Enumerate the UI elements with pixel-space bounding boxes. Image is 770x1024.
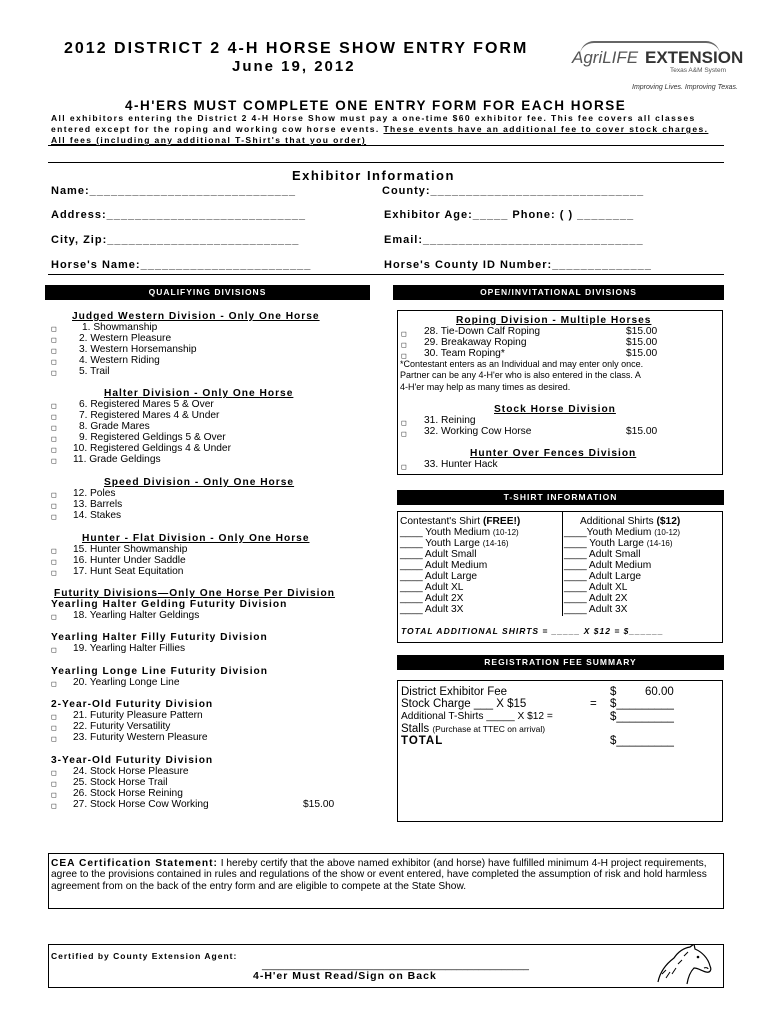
checkbox-icon[interactable]: ◻ — [401, 430, 407, 438]
division-heading: Yearling Halter Filly Futurity Division — [51, 632, 268, 643]
class-entry: 8. Grade Mares — [79, 421, 150, 432]
exhibitor-fee-label: District Exhibitor Fee — [401, 686, 508, 698]
class-entry — [398, 337, 722, 348]
horse-id-field[interactable]: Horse's County ID Number:______________ — [384, 259, 652, 271]
checkbox-icon[interactable]: ◻ — [51, 681, 57, 688]
class-fee: $15.00 — [626, 348, 658, 360]
class-label: 32. Working Cow Horse — [424, 425, 532, 437]
checkbox-icon[interactable]: ◻ — [51, 326, 57, 333]
checkbox-icon[interactable]: ◻ — [51, 370, 57, 377]
address-field[interactable]: Address:____________________________ — [51, 209, 306, 221]
checkbox-icon[interactable]: ◻ — [51, 803, 57, 810]
class-entry: 9. Registered Geldings 5 & Over — [79, 432, 226, 443]
division-heading: Speed Division - Only One Horse — [104, 477, 295, 488]
class-entry: 2. Western Pleasure — [79, 333, 172, 344]
shirt-size-option[interactable] — [564, 593, 680, 604]
class-label: 28. Tie-Down Calf Roping — [424, 326, 541, 338]
stock-charge-value[interactable]: $_________ — [610, 698, 674, 710]
class-entry: 11. Grade Geldings — [73, 454, 161, 465]
class-entry: 23. Futurity Western Pleasure — [73, 732, 208, 743]
class-label: 29. Breakaway Roping — [424, 337, 527, 349]
total-value[interactable]: $_________ — [610, 735, 674, 747]
class-entry: 10. Registered Geldings 4 & Under — [73, 443, 231, 454]
shirt-size-range: (14-16) — [482, 539, 509, 548]
checkbox-icon[interactable]: ◻ — [51, 348, 57, 355]
horse-head-icon — [652, 944, 714, 986]
hunter-fences-division-heading: Hunter Over Fences Division — [470, 448, 637, 460]
shirt-size-option[interactable] — [400, 593, 519, 604]
class-entry: 1. Showmanship — [82, 322, 158, 333]
checkbox-icon[interactable]: ◻ — [51, 425, 57, 432]
checkbox-icon[interactable]: ◻ — [401, 342, 407, 350]
checkbox-icon[interactable]: ◻ — [51, 337, 57, 344]
checkbox-icon[interactable]: ◻ — [51, 514, 57, 521]
shirt-size-label: ____ Adult Small — [400, 549, 477, 560]
name-field[interactable]: Name:_____________________________ — [51, 185, 297, 197]
shirt-size-option[interactable] — [400, 604, 519, 615]
additional-shirt-list — [564, 527, 680, 615]
shirt-size-option[interactable] — [564, 538, 680, 549]
checkbox-icon[interactable]: ◻ — [401, 419, 407, 427]
exhibitor-fee-value: 60.00 — [645, 686, 674, 698]
logo-agri: AgriLIFE — [572, 48, 639, 67]
shirt-size-option[interactable] — [564, 582, 680, 593]
class-entry: 5. Trail — [79, 366, 110, 377]
shirt-size-range: (10-12) — [654, 528, 681, 537]
logo-system: Texas A&M System — [670, 67, 726, 74]
additional-tshirts-value[interactable]: $_________ — [610, 711, 674, 723]
exhibitor-info-title: Exhibitor Information — [292, 168, 455, 183]
shirt-size-label: ____ Adult 3X — [564, 604, 628, 615]
total-label: TOTAL — [401, 735, 444, 747]
checkbox-icon[interactable]: ◻ — [401, 331, 407, 339]
checkbox-icon[interactable]: ◻ — [51, 559, 57, 566]
open-divisions-list — [398, 315, 722, 470]
tshirt-column-divider — [562, 512, 563, 616]
class-entry — [398, 326, 722, 337]
class-entry — [398, 348, 722, 359]
checkbox-icon[interactable]: ◻ — [51, 725, 57, 732]
additional-shirts-label: Additional Shirts — [580, 516, 654, 527]
shirt-size-label: ____ Adult Medium — [564, 560, 652, 571]
roping-note: 4-H'er may help as many times as desired. — [400, 381, 571, 392]
class-entry: 16. Hunter Under Saddle — [73, 555, 186, 566]
email-field[interactable]: Email:_______________________________ — [384, 234, 644, 246]
division-heading: Judged Western Division - Only One Horse — [72, 311, 320, 322]
class-entry: 12. Poles — [73, 488, 116, 499]
class-entry: 15. Hunter Showmanship — [73, 544, 188, 555]
shirt-size-range: (14-16) — [646, 539, 673, 548]
class-entry: 4. Western Riding — [79, 355, 160, 366]
shirt-size-option[interactable] — [564, 549, 680, 560]
division-heading: 2-Year-Old Futurity Division — [51, 699, 214, 710]
tshirt-info-bar: T-SHIRT INFORMATION — [397, 490, 724, 505]
shirt-size-label: ____ Adult 3X — [400, 604, 464, 615]
checkbox-icon[interactable]: ◻ — [51, 570, 57, 577]
roping-note: *Contestant enters as an Individual and may enter only once. — [400, 359, 644, 370]
class-entry: 27. Stock Horse Cow Working — [73, 799, 209, 810]
class-entry — [398, 426, 722, 437]
shirt-size-label: ____ Youth Large — [564, 538, 647, 549]
shirt-size-label: ____ Adult Medium — [400, 560, 488, 571]
checkbox-icon[interactable]: ◻ — [51, 492, 57, 499]
city-zip-field[interactable]: City, Zip:___________________________ — [51, 234, 300, 246]
shirt-size-option[interactable] — [400, 527, 519, 538]
contestant-shirt-heading — [400, 516, 520, 527]
stock-horse-division-heading: Stock Horse Division — [494, 403, 616, 415]
contestant-shirt-list — [400, 527, 519, 615]
checkbox-icon[interactable]: ◻ — [51, 458, 57, 465]
registration-fee-bar: REGISTRATION FEE SUMMARY — [397, 655, 724, 670]
shirt-size-label: ____ Adult 2X — [564, 593, 628, 604]
exhibitor-fee-dollar: $ — [610, 686, 617, 698]
read-sign-notice: 4-H'er Must Read/Sign on Back — [253, 970, 437, 982]
class-entry: 26. Stock Horse Reining — [73, 788, 183, 799]
shirt-size-label: ____ Youth Large — [400, 538, 483, 549]
division-heading: Yearling Halter Gelding Futurity Division — [51, 599, 288, 610]
shirt-size-label: ____ Adult XL — [400, 582, 464, 593]
contestant-shirt-price: (FREE!) — [482, 516, 521, 527]
additional-shirts-heading — [580, 516, 680, 527]
division-heading: 3-Year-Old Futurity Division — [51, 755, 214, 766]
checkbox-icon[interactable]: ◻ — [51, 414, 57, 421]
cea-statement — [51, 858, 721, 892]
shirt-size-option[interactable] — [564, 527, 680, 538]
class-fee: $15.00 — [303, 799, 335, 810]
tshirt-total[interactable]: TOTAL ADDITIONAL SHIRTS = _____ X $12 = $______ — [401, 626, 664, 636]
cea-statement-text: I hereby certify that the above named exhibitor (and horse) have fulfilled minimum 4-H project requirements, agree to the provisions contained in rules and regulations of the show or event entered, have completed the assumption of risk and hold harmless agreement from on the back of the entry form and are eligible to compete at the State Show. — [51, 858, 707, 892]
class-entry: 21. Futurity Pleasure Pattern — [73, 710, 203, 721]
shirt-size-option[interactable] — [564, 604, 680, 615]
class-entry: 24. Stock Horse Pleasure — [73, 766, 189, 777]
checkbox-icon[interactable]: ◻ — [401, 353, 407, 361]
checkbox-icon[interactable]: ◻ — [51, 792, 57, 799]
shirt-size-option[interactable] — [400, 571, 519, 582]
class-label: 33. Hunter Hack — [424, 459, 498, 471]
shirt-size-label: ____ Adult Large — [564, 571, 642, 582]
class-entry: 6. Registered Mares 5 & Over — [79, 399, 214, 410]
division-heading: Yearling Longe Line Futurity Division — [51, 666, 268, 677]
qualifying-divisions-bar: QUALIFYING DIVISIONS — [45, 285, 370, 300]
logo-extension: EXTENSION — [645, 48, 744, 67]
entry-instruction-text — [51, 113, 721, 146]
contestant-shirt-label: Contestant's Shirt — [400, 516, 481, 527]
divider — [48, 145, 724, 146]
stalls-row — [401, 723, 545, 735]
checkbox-icon[interactable]: ◻ — [51, 503, 57, 510]
shirt-size-option[interactable] — [400, 582, 519, 593]
open-divisions-bar: OPEN/INVITATIONAL DIVISIONS — [393, 285, 724, 300]
horse-name-field[interactable]: Horse's Name:________________________ — [51, 259, 312, 271]
checkbox-icon[interactable]: ◻ — [51, 736, 57, 743]
stalls-note: (Purchase at TTEC on arrival) — [432, 724, 546, 734]
certified-by-label: Certified by County Extension Agent: — [51, 951, 238, 961]
class-entry: 14. Stakes — [73, 510, 122, 521]
division-heading: Halter Division - Only One Horse — [104, 388, 294, 399]
class-entry: 19. Yearling Halter Fillies — [73, 643, 186, 654]
form-date: June 19, 2012 — [232, 58, 356, 75]
cea-statement-label: CEA Certification Statement: — [51, 858, 218, 869]
roping-note: Partner can be any 4-H'er who is also entered in the class. A — [400, 370, 641, 381]
shirt-size-option[interactable] — [564, 571, 680, 582]
shirt-size-label: ____ Adult XL — [564, 582, 628, 593]
class-entry: 13. Barrels — [73, 499, 123, 510]
class-label: 30. Team Roping* — [424, 348, 505, 360]
county-field[interactable]: County:______________________________ — [382, 185, 645, 197]
checkbox-icon[interactable]: ◻ — [51, 647, 57, 654]
checkbox-icon[interactable]: ◻ — [51, 548, 57, 555]
division-heading: Hunter - Flat Division - Only One Horse — [82, 533, 310, 544]
shirt-size-range: (10-12) — [492, 528, 519, 537]
roping-division-heading: Roping Division - Multiple Horses — [456, 315, 652, 326]
checkbox-icon[interactable]: ◻ — [51, 436, 57, 443]
checkbox-icon[interactable]: ◻ — [51, 614, 57, 621]
agent-signature-line[interactable]: ________________________________________________ — [262, 960, 529, 971]
checkbox-icon[interactable]: ◻ — [401, 464, 407, 472]
class-label: 31. Reining — [424, 414, 476, 426]
shirt-size-label: ____ Adult 2X — [400, 593, 464, 604]
additional-tshirts-label[interactable]: Additional T-Shirts _____ X $12 = — [401, 711, 553, 722]
shirt-size-option[interactable] — [400, 549, 519, 560]
shirt-size-label: ____ Adult Large — [400, 571, 478, 582]
division-heading: Futurity Divisions—Only One Horse Per Division — [54, 588, 335, 599]
class-fee: $15.00 — [626, 337, 658, 349]
checkbox-icon[interactable]: ◻ — [51, 447, 57, 454]
shirt-size-label: ____ Youth Medium — [400, 527, 493, 538]
class-entry: 18. Yearling Halter Geldings — [73, 610, 200, 621]
class-entry — [398, 415, 722, 426]
stock-charge-label[interactable]: Stock Charge ___ X $15 — [401, 698, 527, 710]
logo-tagline: Improving Lives. Improving Texas. — [632, 84, 738, 91]
shirt-size-label: ____Youth Medium — [564, 527, 655, 538]
stock-charge-equals: = — [590, 698, 597, 710]
class-entry: 17. Hunt Seat Equitation — [73, 566, 184, 577]
checkbox-icon[interactable]: ◻ — [51, 770, 57, 777]
shirt-size-option[interactable] — [400, 538, 519, 549]
shirt-size-option[interactable] — [564, 560, 680, 571]
additional-shirts-price: ($12) — [656, 516, 681, 527]
class-entry: 25. Stock Horse Trail — [73, 777, 168, 788]
class-entry: 20. Yearling Longe Line — [73, 677, 180, 688]
checkbox-icon[interactable]: ◻ — [51, 714, 57, 721]
class-fee: $15.00 — [626, 425, 658, 437]
class-entry: 7. Registered Mares 4 & Under — [79, 410, 220, 421]
checkbox-icon[interactable]: ◻ — [51, 781, 57, 788]
class-entry: 22. Futurity Versatility — [73, 721, 171, 732]
shirt-size-label: ____ Adult Small — [564, 549, 641, 560]
stalls-label: Stalls — [401, 723, 430, 735]
class-fee: $15.00 — [626, 326, 658, 338]
shirt-size-option[interactable] — [400, 560, 519, 571]
intro-text: All exhibitors entering the District 2 4-H Horse Show must pay a one-time $60 exhibitor fee. This fee covers all classes entered except for the roping and working cow horse events. — [51, 113, 696, 134]
form-title: 2012 DISTRICT 2 4-H HORSE SHOW ENTRY FORM — [64, 40, 529, 57]
class-entry — [398, 459, 722, 470]
entry-instruction-heading: 4-H'ERS MUST COMPLETE ONE ENTRY FORM FOR EACH HORSE — [125, 98, 627, 113]
class-entry: 3. Western Horsemanship — [79, 344, 197, 355]
checkbox-icon[interactable]: ◻ — [51, 359, 57, 366]
checkbox-icon[interactable]: ◻ — [51, 403, 57, 410]
age-phone-field[interactable]: Exhibitor Age:_____ Phone: ( ) ________ — [384, 209, 635, 221]
intro-text-underlined: These events have an additional fee to cover stock charges. All fees (including any additional T-Shirt's that you order) — [51, 124, 709, 145]
